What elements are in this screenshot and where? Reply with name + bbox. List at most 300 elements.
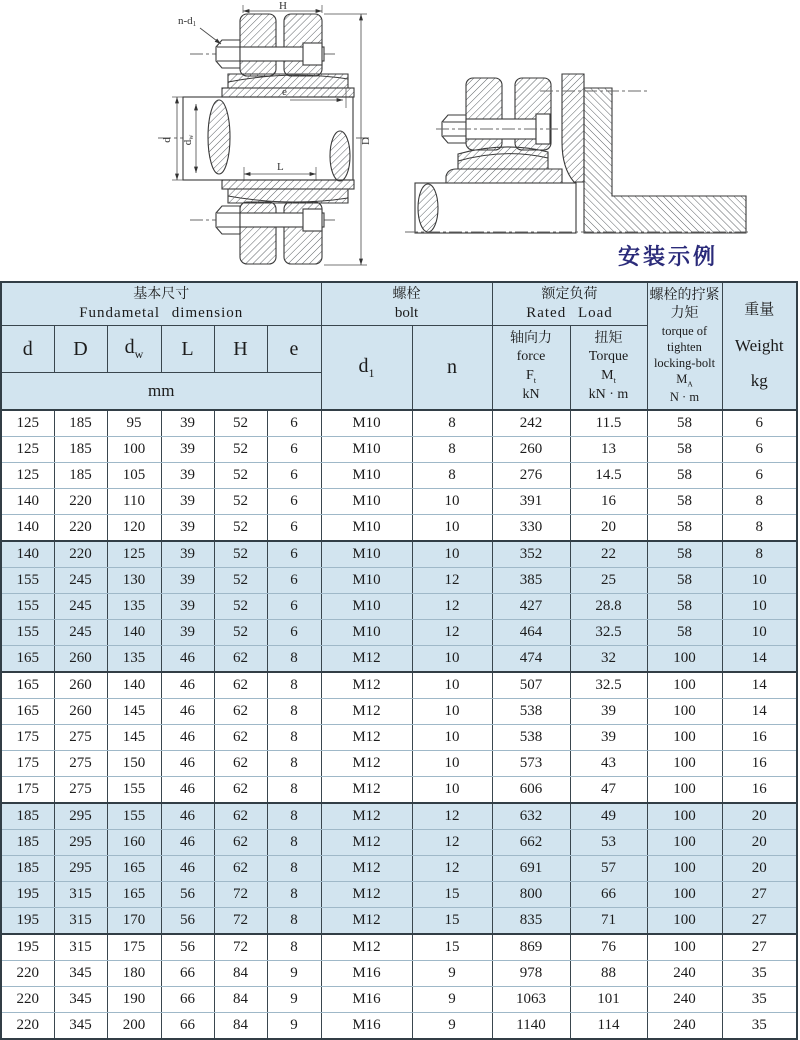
table-cell: 100 [647, 908, 722, 935]
table-cell: 10 [412, 725, 492, 751]
table-cell: 52 [214, 541, 267, 568]
table-cell: M10 [321, 437, 412, 463]
table-cell: 46 [161, 830, 214, 856]
table-cell: 220 [1, 987, 54, 1013]
table-cell: 140 [1, 541, 54, 568]
table-cell: 6 [267, 594, 321, 620]
table-cell: 691 [492, 856, 570, 882]
hub-flange [584, 88, 746, 233]
table-cell: 16 [722, 777, 797, 804]
table-row [1, 463, 797, 489]
table-cell: 6 [267, 541, 321, 568]
table-cell: 175 [1, 751, 54, 777]
header-bolt: 螺栓 bolt [321, 282, 492, 326]
table-cell: 62 [214, 699, 267, 725]
table-cell: 180 [107, 961, 161, 987]
hub-plate [562, 74, 584, 182]
table-cell: 220 [54, 541, 107, 568]
table-cell: 130 [107, 568, 161, 594]
table-cell: 71 [570, 908, 647, 935]
table-cell: 114 [570, 1013, 647, 1040]
table-cell: 8 [722, 541, 797, 568]
table-row [1, 961, 797, 987]
table-cell: 8 [267, 908, 321, 935]
table-cell: 13 [570, 437, 647, 463]
header-col-e: e [267, 326, 321, 373]
table-cell: 8 [267, 803, 321, 830]
table-cell: 195 [1, 882, 54, 908]
table-cell: 84 [214, 1013, 267, 1040]
table-cell: 606 [492, 777, 570, 804]
table-cell: 58 [647, 568, 722, 594]
table-cell: 6 [267, 515, 321, 542]
table-cell: 16 [722, 751, 797, 777]
table-cell: 245 [54, 594, 107, 620]
table-cell: 538 [492, 725, 570, 751]
table-cell: M16 [321, 987, 412, 1013]
table-cell: 53 [570, 830, 647, 856]
table-cell: M12 [321, 830, 412, 856]
table-cell: 125 [107, 541, 161, 568]
table-cell: 8 [267, 725, 321, 751]
table-cell: 135 [107, 594, 161, 620]
table-body [1, 410, 797, 1039]
table-cell: M12 [321, 725, 412, 751]
table-cell: 150 [107, 751, 161, 777]
table-cell: 1063 [492, 987, 570, 1013]
table-cell: 14 [722, 699, 797, 725]
table-cell: 100 [647, 934, 722, 961]
table-cell: 46 [161, 699, 214, 725]
table-cell: 84 [214, 987, 267, 1013]
dim-label-D: D [360, 137, 372, 145]
table-cell: 245 [54, 568, 107, 594]
table-cell: 39 [161, 515, 214, 542]
table-cell: 242 [492, 410, 570, 437]
table-cell: 46 [161, 725, 214, 751]
table-cell: 58 [647, 620, 722, 646]
table-row [1, 672, 797, 699]
table-cell: M10 [321, 541, 412, 568]
table-cell: 8 [267, 751, 321, 777]
table-cell: 10 [412, 541, 492, 568]
table-cell: 35 [722, 1013, 797, 1040]
table-cell: 100 [647, 803, 722, 830]
locking-ring [240, 202, 276, 264]
dim-label-H: H [279, 0, 287, 12]
table-cell: 125 [1, 410, 54, 437]
table-cell: 9 [412, 1013, 492, 1040]
table-cell: 10 [412, 515, 492, 542]
table-cell: 52 [214, 568, 267, 594]
table-cell: 165 [1, 672, 54, 699]
technical-drawing [0, 0, 800, 281]
table-row [1, 882, 797, 908]
table-cell: 62 [214, 646, 267, 673]
table-cell: 28.8 [570, 594, 647, 620]
table-cell: 100 [647, 672, 722, 699]
table-cell: 58 [647, 515, 722, 542]
table-cell: 10 [722, 594, 797, 620]
table-cell: 538 [492, 699, 570, 725]
table-cell: 295 [54, 856, 107, 882]
table-cell: 507 [492, 672, 570, 699]
table-cell: 260 [54, 646, 107, 673]
table-cell: 12 [412, 803, 492, 830]
table-cell: 185 [54, 410, 107, 437]
table-row [1, 725, 797, 751]
table-cell: 6 [722, 410, 797, 437]
table-cell: 352 [492, 541, 570, 568]
table-cell: 15 [412, 882, 492, 908]
table-cell: 12 [412, 856, 492, 882]
table-header [1, 282, 797, 410]
table-cell: 978 [492, 961, 570, 987]
table-cell: 10 [412, 777, 492, 804]
table-cell: 100 [647, 699, 722, 725]
table-cell: 46 [161, 646, 214, 673]
table-cell: 8 [267, 856, 321, 882]
table-cell: 57 [570, 856, 647, 882]
table-cell: M12 [321, 856, 412, 882]
table-cell: 275 [54, 725, 107, 751]
table-cell: 330 [492, 515, 570, 542]
table-cell: 20 [722, 803, 797, 830]
table-cell: 8 [412, 410, 492, 437]
table-cell: 100 [647, 856, 722, 882]
table-cell: 391 [492, 489, 570, 515]
table-cell: 20 [722, 830, 797, 856]
table-cell: 145 [107, 725, 161, 751]
table-cell: 345 [54, 961, 107, 987]
table-cell: 1140 [492, 1013, 570, 1040]
table-cell: 260 [54, 699, 107, 725]
table-cell: 195 [1, 934, 54, 961]
table-row [1, 646, 797, 673]
table-cell: 39 [570, 699, 647, 725]
table-cell: M10 [321, 515, 412, 542]
table-cell: 345 [54, 987, 107, 1013]
table-cell: 155 [1, 568, 54, 594]
table-cell: M12 [321, 777, 412, 804]
table-cell: 9 [267, 987, 321, 1013]
table-cell: 662 [492, 830, 570, 856]
table-cell: 240 [647, 987, 722, 1013]
table-cell: 6 [267, 568, 321, 594]
table-cell: 10 [722, 568, 797, 594]
dim-label-dw: dw [182, 134, 195, 146]
header-col-H: H [214, 326, 267, 373]
table-cell: 101 [570, 987, 647, 1013]
table-cell: 190 [107, 987, 161, 1013]
table-cell: 140 [1, 515, 54, 542]
header-col-D: D [54, 326, 107, 373]
table-cell: 88 [570, 961, 647, 987]
table-cell: 14 [722, 672, 797, 699]
table-cell: 16 [570, 489, 647, 515]
table-cell: 62 [214, 777, 267, 804]
section-view-drawing [158, 0, 372, 265]
table-cell: M16 [321, 1013, 412, 1040]
table-cell: 9 [267, 961, 321, 987]
table-cell: 32 [570, 646, 647, 673]
table-row [1, 437, 797, 463]
table-cell: 12 [412, 830, 492, 856]
table-cell: 58 [647, 489, 722, 515]
table-cell: 8 [267, 672, 321, 699]
table-cell: 20 [722, 856, 797, 882]
table-cell: 165 [107, 882, 161, 908]
table-cell: 32.5 [570, 620, 647, 646]
table-cell: 345 [54, 1013, 107, 1040]
table-cell: 9 [267, 1013, 321, 1040]
table-cell: 95 [107, 410, 161, 437]
table-row [1, 987, 797, 1013]
table-cell: 185 [1, 856, 54, 882]
table-cell: 315 [54, 882, 107, 908]
table-cell: 800 [492, 882, 570, 908]
table-cell: 135 [107, 646, 161, 673]
table-row [1, 934, 797, 961]
table-cell: 315 [54, 908, 107, 935]
table-cell: 35 [722, 961, 797, 987]
table-cell: 58 [647, 594, 722, 620]
table-cell: 10 [722, 620, 797, 646]
table-row [1, 410, 797, 437]
table-cell: 165 [1, 699, 54, 725]
table-cell: 240 [647, 1013, 722, 1040]
bolt-head [216, 40, 240, 68]
header-col-d1: $d_1$ [321, 326, 412, 411]
table-cell: 275 [54, 777, 107, 804]
table-cell: 200 [107, 1013, 161, 1040]
header-tightening-torque: 螺栓的拧紧 力矩 torque of tighten locking-bolt $M_A$ N · m [647, 282, 722, 410]
table-cell: 27 [722, 882, 797, 908]
table-cell: 8 [722, 515, 797, 542]
dim-label-n-d1: n-d1 [178, 15, 197, 28]
table-cell: 220 [1, 961, 54, 987]
table-cell: 39 [161, 594, 214, 620]
table-cell: 100 [647, 830, 722, 856]
table-row [1, 699, 797, 725]
table-cell: 15 [412, 908, 492, 935]
table-cell: M12 [321, 934, 412, 961]
table-cell: 8 [267, 830, 321, 856]
table-cell: 62 [214, 751, 267, 777]
table-cell: 170 [107, 908, 161, 935]
table-cell: 155 [1, 620, 54, 646]
table-cell: 155 [107, 777, 161, 804]
table-cell: 52 [214, 463, 267, 489]
table-cell: M10 [321, 568, 412, 594]
table-cell: 62 [214, 725, 267, 751]
table-cell: 46 [161, 777, 214, 804]
table-cell: 100 [647, 751, 722, 777]
table-cell: 39 [161, 410, 214, 437]
table-cell: 10 [412, 646, 492, 673]
locking-ring [240, 14, 276, 76]
table-cell: 220 [1, 1013, 54, 1040]
table-row [1, 751, 797, 777]
table-cell: M12 [321, 882, 412, 908]
table-row [1, 777, 797, 804]
table-cell: 6 [267, 410, 321, 437]
header-rated-load: 额定负荷 Rated Load [492, 282, 647, 326]
table-cell: 27 [722, 934, 797, 961]
table-cell: 12 [412, 620, 492, 646]
table-cell: 8 [267, 699, 321, 725]
table-cell: 632 [492, 803, 570, 830]
table-cell: M10 [321, 594, 412, 620]
table-cell: 427 [492, 594, 570, 620]
table-row [1, 489, 797, 515]
table-cell: 47 [570, 777, 647, 804]
table-cell: 100 [647, 646, 722, 673]
table-cell: 185 [1, 830, 54, 856]
table-row [1, 803, 797, 830]
table-cell: 46 [161, 672, 214, 699]
table-cell: 835 [492, 908, 570, 935]
table-cell: 62 [214, 830, 267, 856]
header-unit-mm: mm [1, 373, 321, 411]
table-cell: 16 [722, 725, 797, 751]
table-cell: 72 [214, 908, 267, 935]
table-cell: 8 [267, 646, 321, 673]
table-cell: 49 [570, 803, 647, 830]
table-cell: 39 [161, 620, 214, 646]
table-cell: 240 [647, 961, 722, 987]
table-cell: 145 [107, 699, 161, 725]
header-col-L: L [161, 326, 214, 373]
table-cell: 56 [161, 934, 214, 961]
table-cell: 260 [492, 437, 570, 463]
table-cell: 869 [492, 934, 570, 961]
table-cell: 155 [107, 803, 161, 830]
table-cell: 46 [161, 803, 214, 830]
table-cell: 9 [412, 987, 492, 1013]
table-cell: 62 [214, 672, 267, 699]
table-cell: 39 [161, 463, 214, 489]
table-cell: 10 [412, 672, 492, 699]
table-cell: 58 [647, 463, 722, 489]
table-cell: 125 [1, 437, 54, 463]
table-cell: 56 [161, 908, 214, 935]
table-cell: 8 [267, 934, 321, 961]
table-row [1, 856, 797, 882]
table-cell: M12 [321, 646, 412, 673]
table-cell: 260 [54, 672, 107, 699]
table-cell: 52 [214, 489, 267, 515]
dim-label-e: e [282, 86, 287, 98]
table-cell: 25 [570, 568, 647, 594]
table-cell: 52 [214, 594, 267, 620]
table-cell: 295 [54, 830, 107, 856]
table-cell: 6 [267, 437, 321, 463]
header-col-dw: $d_w$ [107, 326, 161, 373]
table-cell: 6 [267, 489, 321, 515]
table-cell: M12 [321, 699, 412, 725]
table-cell: M12 [321, 908, 412, 935]
table-cell: 8 [267, 777, 321, 804]
table-cell: 84 [214, 961, 267, 987]
table-cell: 58 [647, 541, 722, 568]
table-row [1, 594, 797, 620]
table-cell: 6 [267, 620, 321, 646]
table-cell: 100 [107, 437, 161, 463]
table-row [1, 620, 797, 646]
table-cell: 175 [107, 934, 161, 961]
bolt-head [216, 206, 240, 234]
table-cell: 46 [161, 751, 214, 777]
table-cell: 72 [214, 882, 267, 908]
table-cell: 385 [492, 568, 570, 594]
dim-label-L: L [277, 161, 284, 173]
table-cell: 100 [647, 882, 722, 908]
table-cell: 6 [722, 463, 797, 489]
table-cell: 52 [214, 437, 267, 463]
table-cell: 72 [214, 934, 267, 961]
table-row [1, 541, 797, 568]
table-row [1, 515, 797, 542]
header-weight: 重量 Weight kg [722, 282, 797, 410]
shaft [415, 183, 576, 233]
table-cell: 6 [722, 437, 797, 463]
table-cell: 66 [570, 882, 647, 908]
table-cell: 8 [722, 489, 797, 515]
table-cell: 6 [267, 463, 321, 489]
installation-example-drawing [405, 74, 748, 233]
table-cell: 140 [107, 620, 161, 646]
table-cell: 165 [1, 646, 54, 673]
table-cell: 76 [570, 934, 647, 961]
table-cell: M10 [321, 410, 412, 437]
table-cell: 10 [412, 699, 492, 725]
table-row [1, 1013, 797, 1040]
table-cell: 10 [412, 489, 492, 515]
table-cell: 39 [161, 489, 214, 515]
header-basic-dimension: 基本尺寸 Fundametal dimension [1, 282, 321, 326]
table-cell: 185 [1, 803, 54, 830]
table-cell: 66 [161, 987, 214, 1013]
table-cell: 160 [107, 830, 161, 856]
header-col-torque: 扭矩 Torque $M_t$ kN · m [570, 326, 647, 411]
table-cell: M16 [321, 961, 412, 987]
header-col-d: d [1, 326, 54, 373]
table-cell: 35 [722, 987, 797, 1013]
table-row [1, 568, 797, 594]
table-cell: 175 [1, 777, 54, 804]
table-cell: 27 [722, 908, 797, 935]
header-col-n: n [412, 326, 492, 411]
table-cell: 175 [1, 725, 54, 751]
table-cell: 120 [107, 515, 161, 542]
table-cell: 20 [570, 515, 647, 542]
table-cell: 12 [412, 568, 492, 594]
table-cell: 8 [412, 463, 492, 489]
table-cell: 105 [107, 463, 161, 489]
table-cell: 14.5 [570, 463, 647, 489]
table-cell: 52 [214, 515, 267, 542]
table-cell: 66 [161, 961, 214, 987]
table-cell: 110 [107, 489, 161, 515]
table-cell: 276 [492, 463, 570, 489]
table-cell: 195 [1, 908, 54, 935]
dim-label-d: d [161, 137, 173, 143]
table-cell: 125 [1, 463, 54, 489]
table-cell: 295 [54, 803, 107, 830]
table-row [1, 830, 797, 856]
table-cell: 245 [54, 620, 107, 646]
